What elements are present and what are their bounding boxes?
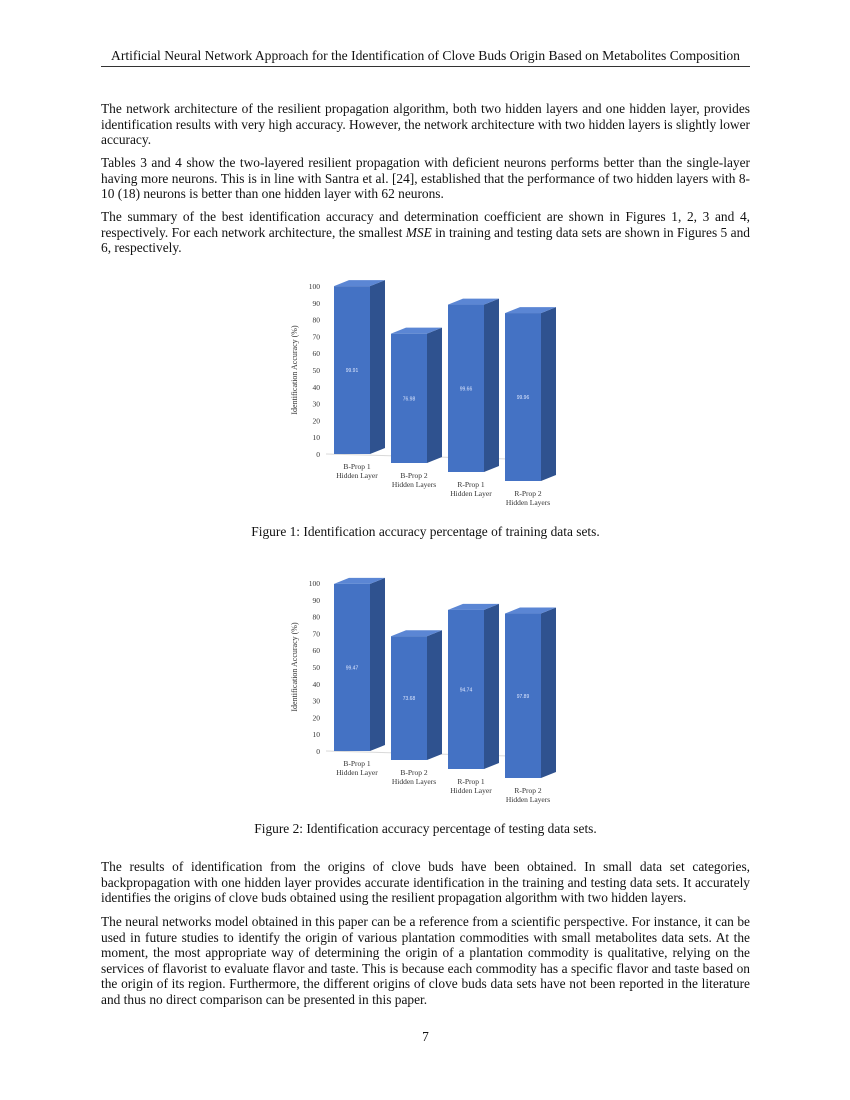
y-tick-label: 10 — [312, 730, 320, 740]
y-tick-label: 90 — [312, 595, 320, 605]
y-tick-label: 0 — [316, 747, 320, 756]
bar-side — [427, 630, 442, 760]
paragraph-results: The results of identification from the origins of clove buds have been obtained. In small data set categories, backpropagation with one hidden layer provides accurate identification in the training and testing data sets. It accurately identifies the origins of clove buds obtained using the resilient propagation algorithm with two hidden layers. — [101, 859, 750, 906]
bar-side — [541, 307, 556, 481]
bar-side — [370, 280, 385, 454]
testing-accuracy-chart — [0, 565, 850, 825]
figure-1 — [0, 268, 850, 528]
page-number: 7 — [422, 1029, 429, 1044]
x-category-label-line2: Hidden Layer — [450, 786, 492, 795]
x-category-label-line2: Hidden Layers — [391, 480, 437, 489]
y-tick-label: 20 — [312, 713, 320, 723]
x-category-label-line2: Hidden Layer — [336, 471, 378, 480]
bar-value-label: 76.98 — [402, 396, 416, 403]
bar-value-label: 94.74 — [459, 687, 473, 694]
summary-text-start: The summary of the best identification accuracy and determination coefficient are shown in Figures 1, 2, 3 and 4, respectively. For each network architecture, the smallest — [101, 209, 750, 240]
bar-value-label: 99.47 — [345, 665, 359, 672]
x-category-label-line2: Hidden Layer — [450, 489, 492, 498]
figure-2-caption: Figure 2: Identification accuracy percentage of testing data sets. — [254, 821, 597, 836]
y-tick-label: 100 — [308, 282, 320, 291]
paragraph-tables-comparison: Tables 3 and 4 show the two-layered resilient propagation with deficient neurons performs better than the single-layer having more neurons. This is in line with Santra et al. [24], established that the performance of two hidden layers with 8-10 (18) neurons is better than one hidden layer with 62 neurons. — [101, 155, 750, 202]
y-tick-label: 80 — [312, 612, 320, 622]
x-category-label-line1: B-Prop 1 — [343, 462, 371, 471]
y-tick-label: 100 — [308, 579, 320, 588]
y-tick-label: 50 — [312, 366, 320, 375]
x-category-label-line1: R-Prop 2 — [514, 786, 542, 795]
bar-side — [541, 608, 556, 778]
x-category-label-line1: B-Prop 1 — [343, 759, 371, 768]
y-tick-label: 70 — [312, 332, 320, 342]
x-category-label-line1: R-Prop 1 — [457, 480, 485, 489]
y-tick-label: 60 — [312, 646, 320, 656]
bar-value-label: 97.89 — [516, 693, 530, 700]
x-category-label-line2: Hidden Layers — [505, 498, 551, 507]
x-category-label-line1: R-Prop 1 — [457, 777, 485, 786]
bar-side — [484, 299, 499, 472]
bar-value-label: 73.68 — [402, 696, 416, 703]
y-tick-label: 30 — [312, 399, 320, 409]
bar-side — [370, 578, 385, 751]
training-accuracy-chart — [0, 268, 850, 528]
y-tick-label: 0 — [316, 450, 320, 459]
figure-2 — [0, 565, 850, 825]
y-tick-label: 80 — [312, 315, 320, 325]
figure-1-caption: Figure 1: Identification accuracy percentage of training data sets. — [251, 524, 600, 539]
bar-value-label: 99.91 — [345, 368, 359, 375]
x-category-label-line1: B-Prop 2 — [400, 768, 428, 777]
bar-side — [484, 604, 499, 769]
bar-side — [427, 328, 442, 463]
y-tick-label: 60 — [312, 349, 320, 359]
y-tick-label: 20 — [312, 416, 320, 426]
y-tick-label: 90 — [312, 298, 320, 308]
paragraph-network-architecture: The network architecture of the resilient propagation algorithm, both two hidden layers and one hidden layer, provides identification results with very high accuracy. However, the network architecture with two hidden layers is slightly lower accuracy. — [101, 101, 750, 148]
x-category-label-line2: Hidden Layer — [336, 768, 378, 777]
x-category-label-line2: Hidden Layers — [391, 777, 437, 786]
y-tick-label: 40 — [312, 679, 320, 689]
y-tick-label: 50 — [312, 663, 320, 672]
y-tick-label: 70 — [312, 629, 320, 639]
running-header: Artificial Neural Network Approach for the Identification of Clove Buds Origin Based on Metabolites Composition — [101, 47, 750, 67]
y-axis-title: Identification Accuracy (%) — [290, 622, 299, 712]
x-category-label-line1: R-Prop 2 — [514, 489, 542, 498]
y-axis-title: Identification Accuracy (%) — [290, 325, 299, 415]
bar-value-label: 99.66 — [459, 386, 473, 393]
y-tick-label: 30 — [312, 696, 320, 706]
paragraph-neural-network-model: The neural networks model obtained in this paper can be a reference from a scientific perspective. For instance, it can be used in future studies to identify the origin of various plantation commodities with small metabolites data sets. At the moment, the most appropriate way of determining the origin of a plantation commodity is qualitative, relying on the services of flavorist to evaluate flavor and taste. This is because each commodity has a specific flavor and taste based on the origin of its region. Furthermore, the different origins of clove buds data sets have not been reported in the literature and thus no direct comparison can be presented in this paper. — [101, 914, 750, 1007]
y-tick-label: 40 — [312, 382, 320, 392]
summary-text-end: in training and testing data sets are shown in Figures 5 and 6, respectively. — [101, 224, 750, 256]
x-category-label-line2: Hidden Layers — [505, 795, 551, 804]
bar-value-label: 99.96 — [516, 395, 530, 402]
x-category-label-line1: B-Prop 2 — [400, 471, 428, 480]
paragraph-summary — [101, 209, 750, 256]
y-tick-label: 10 — [312, 433, 320, 443]
mse-term: MSE — [405, 224, 432, 240]
